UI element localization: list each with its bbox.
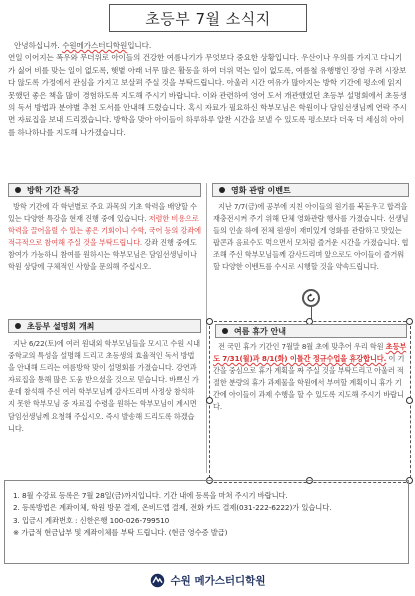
section-title: 초등부 설명회 개최 [27, 321, 95, 331]
academy-logo-icon [150, 573, 165, 588]
bullet-icon [15, 323, 21, 329]
bullet-icon [219, 187, 225, 193]
section-text: 강좌 진행 중에도 참여가 가능하니 참여를 원하시는 학부모님은 담임선생님이나 학원 상담에 구체적인 사항을 문의해 주십시오. [8, 238, 197, 272]
notice-line: 2. 등록방법은 계좌이체, 학원 방문 결제, 온비드앱 결제, 전화 카드 결제(031-222-6222)가 있습니다. [13, 503, 332, 513]
notice-box [4, 480, 409, 564]
resize-handle-top-left[interactable] [206, 318, 213, 325]
rotate-handle[interactable] [302, 289, 320, 307]
bullet-icon [222, 328, 228, 334]
section-body-vacation [8, 201, 201, 274]
resize-handle-left[interactable] [206, 397, 213, 404]
section-text: 이 기간을 중심으로 휴가 계획을 짜 주실 것을 부탁드리고 아울러 적절한 분량의 휴가 과제물을 학원에서 부여할 계획이니 휴가 기간에 아이들이 과제 수행을 할 수 있도록 지도해 주시기 바랍니다. [213, 354, 405, 412]
rotate-icon [306, 293, 316, 303]
section-text: 방학 기간에 각 학년별로 주요 과목의 기초 학력을 배양할 수 있는 다양한 특강을 현재 진행 중에 있습니다. [8, 202, 197, 224]
section-body-summer [213, 341, 407, 414]
section-highlight: 초등부도 7/31(월)과 8/1(화) 이틀간 정규수업을 휴강합니다. [213, 342, 407, 364]
column-divider [206, 183, 207, 473]
newsletter-title: 초등부 7월 소식지 [109, 4, 307, 32]
notice-line: 1. 8월 수강료 등록은 7월 28일(금)까지입니다. 기간 내에 등록을 마쳐 주시기 바랍니다. [13, 491, 288, 500]
section-body-seminar: 지난 6/22(토)에 여러 원내외 학부모님들을 모시고 수원 시내 중학교의 특성을 설명해 드리고 초등생의 효율적인 독서 방법을 안내해 드리는 여름방학 맞이 설명회를 가졌습니다. 강연과 자료집을 통해 많은 도움 받으셨을 것으로 믿습니다. 바쁘신 가운데 참석해 주신 여러 학부모님께 감사드리며 사정상 참석하지 못한 학부모님 중 자료집 수령을 원하는 학부모님이 계시면 담임선생님께 요청해 주십시오. 즉시 발송해 드리도록 하겠습니다. [8, 339, 200, 433]
resize-handle-top-right[interactable] [406, 318, 413, 325]
section-header-seminar [8, 319, 201, 333]
section-body-movie: 지난 7/7(금)에 공부에 지친 아이들의 원기를 북돋우고 합격을 재충전시켜 주기 위해 단체 영화관람 행사를 가졌습니다. 선생님들의 인솔 하에 전체 원생이 재미있게 영화를 관람하고 맛있는 팝콘과 음료수도 먹으면서 모처럼 즐거운 시간을 가졌습니다. 협조해 주신 학부모님들께 감사드리며 앞으로도 아이들이 즐거워할 다양한 이벤트를 수시로 시행할 것을 약속드립니다. [213, 202, 409, 272]
section-title: 여름 휴가 안내 [234, 326, 286, 336]
section-highlight: 저렴한 비용으로 학력을 끌어올릴 수 있는 좋은 기회이니 수학, 국어 등의 강좌에 적극적으로 참여해 주실 것을 부탁드립니다. [8, 214, 201, 248]
section-header-movie [212, 183, 409, 197]
greeting-opening-end: 입니다. [127, 41, 152, 50]
section-title: 영화 관람 이벤트 [231, 185, 291, 195]
section-text: 전 국민 휴가 기간인 7월말 8월 초에 맞추어 우리 학원 [218, 342, 386, 351]
footer-academy-name: 수원 메가스터디학원 [170, 574, 266, 587]
section-header-vacation [8, 183, 201, 197]
resize-handle-right[interactable] [406, 397, 413, 404]
section-header-summer [215, 324, 407, 338]
greeting-opening: 안녕하십니까. [14, 41, 60, 50]
footer [0, 570, 415, 590]
greeting-paragraph [8, 40, 408, 139]
section-title: 방학 기간 특강 [27, 185, 79, 195]
notice-line: ※ 가급적 현금납부 및 계좌이체를 부탁 드립니다. (현금 영수증 발급) [13, 527, 228, 537]
academy-name: 수원메가스터디학원 [62, 41, 128, 50]
bullet-icon [15, 187, 21, 193]
greeting-body: 연일 이어지는 폭우와 무더위로 아이들의 건강한 여름나기가 무엇보다 중요한 상황입니다. 우산이나 우의를 가지고 다니기가 싫어 비를 맞는 일이 없도록, 햇볕 아래 너무 많은 활동을 하여 더위 먹는 일이 없도록, 여름철 유행병인 장염 우려 시장보다 않도록 가정에서 관심을 가지고 보살펴 주실 것을 부탁드립니다. 아울러 시간 여유가 많아지는 방학 기간에 평소에 읽지 못했던 좋은 책을 많이 경험하도록 지도해 주시기 바랍니다. 이와 관련하여 영어 도서 개관했었던 초등부 설명회에서 초등생의 독서 방법과 분야별 추천 도서를 안내해 드렸습니다. 혹시 자료가 필요하신 학부모님은 학원이나 담임선생님께 연락 주시면 자료집을 보내 드리겠습니다. 방학을 맞아 아이들이 하루하루 알찬 시간을 보낼 수 있도록 평소보다 더욱 더 세심히 아이를 하나하나를 지도해 나가겠습니다. [8, 53, 407, 137]
notice-line: 3. 입금시 계좌번호 : 신한은행 100-026-799510 [13, 515, 170, 525]
